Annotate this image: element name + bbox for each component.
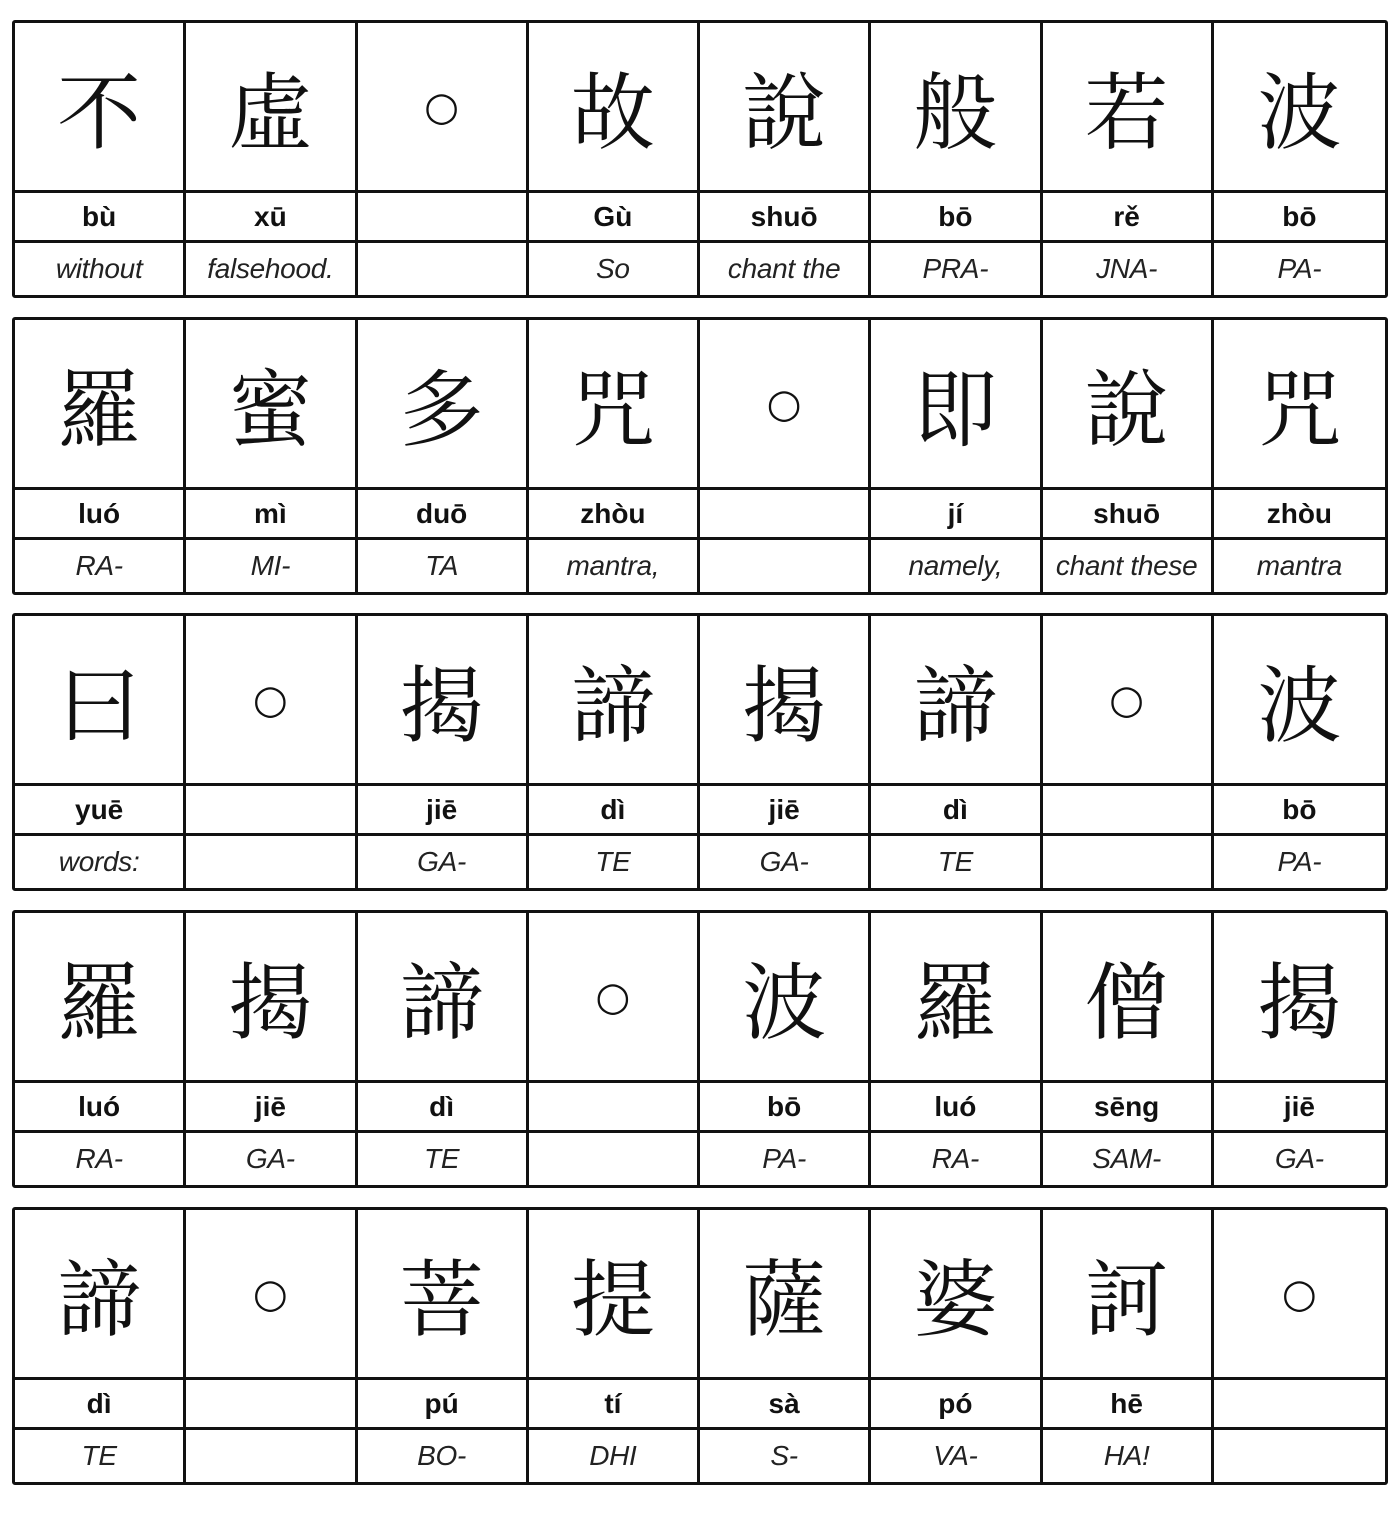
english-cell: BO-: [358, 1430, 529, 1482]
english-cell: without: [15, 243, 186, 295]
pinyin-cell: luó: [871, 1083, 1042, 1133]
hanzi-cell: 訶: [1043, 1210, 1214, 1380]
pinyin-cell: yuē: [15, 786, 186, 836]
english-cell: MI-: [186, 540, 357, 592]
pinyin-cell: dì: [529, 786, 700, 836]
pinyin-cell: luó: [15, 490, 186, 540]
hanzi-cell: ○: [529, 913, 700, 1083]
verse-block: [12, 1207, 1388, 1485]
english-cell: chant these: [1043, 540, 1214, 592]
pinyin-cell: shuō: [700, 193, 871, 243]
pinyin-cell: jiē: [358, 786, 529, 836]
hanzi-cell: 提: [529, 1210, 700, 1380]
hanzi-cell: ○: [700, 320, 871, 490]
hanzi-cell: 說: [1043, 320, 1214, 490]
hanzi-cell: 說: [700, 23, 871, 193]
hanzi-cell: 諦: [358, 913, 529, 1083]
pinyin-cell: Gù: [529, 193, 700, 243]
english-cell: RA-: [15, 540, 186, 592]
english-cell: TE: [529, 836, 700, 888]
pinyin-cell: sēng: [1043, 1083, 1214, 1133]
verse-block: [12, 20, 1388, 298]
english-cell: [1043, 836, 1214, 888]
pinyin-cell: dì: [358, 1083, 529, 1133]
hanzi-cell: 咒: [529, 320, 700, 490]
english-cell: JNA-: [1043, 243, 1214, 295]
hanzi-cell: 婆: [871, 1210, 1042, 1380]
hanzi-cell: 僧: [1043, 913, 1214, 1083]
pinyin-cell: bō: [871, 193, 1042, 243]
english-cell: PA-: [1277, 846, 1322, 877]
pinyin-cell: dì: [15, 1380, 186, 1430]
pinyin-cell: jiē: [700, 786, 871, 836]
pinyin-cell: pó: [871, 1380, 1042, 1430]
hanzi-cell: ○: [1214, 1210, 1385, 1380]
english-cell: namely,: [871, 540, 1042, 592]
hanzi-cell: 菩: [358, 1210, 529, 1380]
english-cell: TE: [871, 836, 1042, 888]
english-cell: falsehood.: [186, 243, 357, 295]
hanzi-cell: 薩: [700, 1210, 871, 1380]
pinyin-cell: mì: [186, 490, 357, 540]
pinyin-cell: jiē: [1214, 1083, 1385, 1133]
pinyin-cell: bù: [15, 193, 186, 243]
pinyin-cell: jiē: [186, 1083, 357, 1133]
english-cell: PA-: [700, 1133, 871, 1185]
hanzi-cell: 羅: [15, 320, 186, 490]
pinyin-cell: bō: [700, 1083, 871, 1133]
english-cell: So: [529, 243, 700, 295]
hanzi-cell: 諦: [529, 616, 700, 786]
english-cell: [186, 1430, 357, 1482]
pinyin-cell: [1214, 1380, 1385, 1430]
pinyin-cell: pú: [358, 1380, 529, 1430]
english-cell: PRA-: [871, 243, 1042, 295]
hanzi-cell: 曰: [15, 616, 186, 786]
english-cell: GA-: [186, 1133, 357, 1185]
english-cell: mantra,: [529, 540, 700, 592]
pinyin-cell: zhòu: [529, 490, 700, 540]
pinyin-cell: hē: [1043, 1380, 1214, 1430]
pinyin-cell: duō: [358, 490, 529, 540]
verse-block: [12, 317, 1388, 595]
pinyin-cell: xū: [186, 193, 357, 243]
hanzi-cell: 揭: [186, 913, 357, 1083]
pinyin-cell: [529, 1083, 700, 1133]
pinyin-cell: bō: [1214, 193, 1385, 243]
hanzi-cell: ○: [358, 23, 529, 193]
english-cell: TA: [358, 540, 529, 592]
verse-block: [12, 613, 1388, 891]
pinyin-cell: bō: [1214, 786, 1385, 836]
hanzi-cell: 揭: [700, 616, 871, 786]
pinyin-cell: shuō: [1043, 490, 1214, 540]
hanzi-cell: 波: [1214, 23, 1385, 193]
hanzi-cell: 諦: [871, 616, 1042, 786]
hanzi-cell: 不: [15, 23, 186, 193]
pinyin-cell: sà: [700, 1380, 871, 1430]
english-cell: chant the: [700, 243, 871, 295]
english-cell: [1214, 1430, 1385, 1482]
hanzi-cell: 蜜: [186, 320, 357, 490]
pinyin-cell: [700, 490, 871, 540]
pinyin-cell: luó: [15, 1083, 186, 1133]
english-cell: DHI: [529, 1430, 700, 1482]
pinyin-cell: tí: [529, 1380, 700, 1430]
hanzi-cell: 故: [529, 23, 700, 193]
hanzi-cell: 羅: [871, 913, 1042, 1083]
english-cell: RA-: [15, 1133, 186, 1185]
english-cell: words:: [15, 836, 186, 888]
hanzi-cell: 虛: [186, 23, 357, 193]
hanzi-cell: ○: [186, 1210, 357, 1380]
hanzi-cell: ○: [186, 616, 357, 786]
english-cell: RA-: [871, 1133, 1042, 1185]
pinyin-cell: [358, 193, 529, 243]
hanzi-cell: 多: [358, 320, 529, 490]
hanzi-cell: 波: [700, 913, 871, 1083]
hanzi-cell: 諦: [15, 1210, 186, 1380]
english-cell: TE: [15, 1430, 186, 1482]
english-cell: GA-: [1274, 1143, 1324, 1174]
english-cell: [700, 540, 871, 592]
english-cell: S-: [700, 1430, 871, 1482]
hanzi-cell: 般: [871, 23, 1042, 193]
hanzi-cell: 揭: [1214, 913, 1385, 1083]
hanzi-cell: 羅: [15, 913, 186, 1083]
english-cell: GA-: [358, 836, 529, 888]
pinyin-cell: dì: [871, 786, 1042, 836]
hanzi-cell: 咒: [1214, 320, 1385, 490]
english-cell: SAM-: [1043, 1133, 1214, 1185]
english-cell: GA-: [700, 836, 871, 888]
english-cell: HA!: [1043, 1430, 1214, 1482]
english-cell: TE: [358, 1133, 529, 1185]
pinyin-cell: [186, 786, 357, 836]
hanzi-cell: 波: [1214, 616, 1385, 786]
pinyin-cell: [1043, 786, 1214, 836]
hanzi-cell: 若: [1043, 23, 1214, 193]
pinyin-cell: jí: [871, 490, 1042, 540]
english-cell: [358, 243, 529, 295]
pinyin-cell: rě: [1043, 193, 1214, 243]
english-cell: [529, 1133, 700, 1185]
pinyin-cell: zhòu: [1214, 490, 1385, 540]
hanzi-cell: 即: [871, 320, 1042, 490]
verse-block: [12, 910, 1388, 1188]
english-cell: mantra: [1256, 550, 1343, 581]
english-cell: [186, 836, 357, 888]
hanzi-cell: ○: [1043, 616, 1214, 786]
english-cell: PA-: [1277, 253, 1322, 284]
pinyin-cell: [186, 1380, 357, 1430]
hanzi-cell: 揭: [358, 616, 529, 786]
english-cell: VA-: [871, 1430, 1042, 1482]
